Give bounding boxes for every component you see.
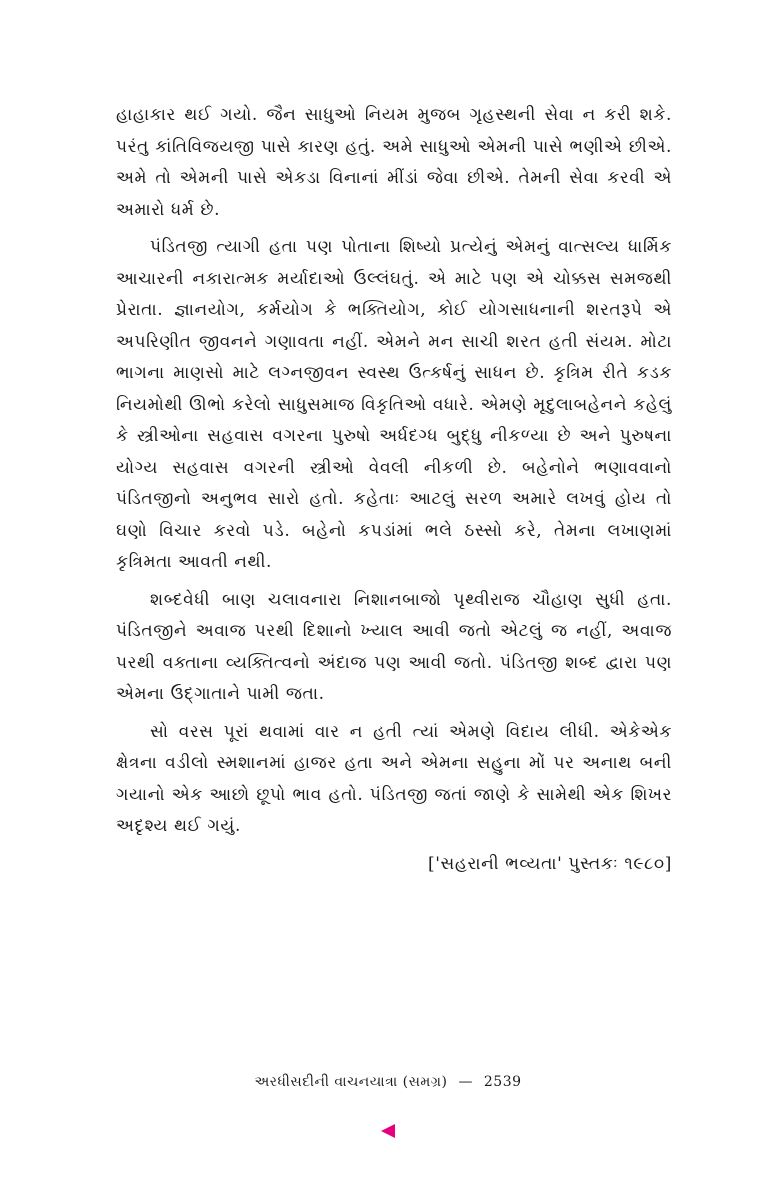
paragraph-4: સો વરસ પૂરાં થવામાં વાર ન હતી ત્યાં એમણે વિદાય લીધી. એકેએક ક્ષેત્રના વડીલો સ્મશાનમાં હાજર હતા અને એમના સહુના મોં પર અનાથ બની ગયાનો એક આછો છૂપો ભાવ હતો. પંડિતજી જતાં જાણે કે સામેથી એક શિખર અદૃશ્ય થઈ ગયું. bbox=[116, 721, 672, 836]
footer-separator: — bbox=[458, 1074, 473, 1090]
paragraph-2: પંડિતજી ત્યાગી હતા પણ પોતાના શિષ્યો પ્રત્યેનું એમનું વાત્સલ્ય ધાર્મિક આચારની નકારાત્મક મર્યાદાઓ ઉલ્લંઘતું. એ માટે પણ એ ચોક્કસ સમજથી પ્રેરાતા. જ્ઞાનયોગ, કર્મયોગ કે ભક્તિયોગ, કોઈ યોગસાધનાની શરતરૂપે એ અપરિણીત જીવનને ગણાવતા નહીં. એમને મન સાચી શરત હતી સંયમ. મોટા ભાગના માણસો માટે લગ્નજીવન સ્વસ્થ ઉત્કર્ષનું સાધન છે. કૃત્રિમ રીતે કડક નિયમોથી ઊભો કરેલો સાધુસમાજ વિકૃતિઓ વધારે. એમણે મૃદુલાબહેનને કહેલું કે સ્ત્રીઓના સહવાસ વગરના પુરુષો અર્ધદગ્ધ બુદ્ધુ નીકળ્યા છે અને પુરુષના યોગ્ય સહવાસ વગરની સ્ત્રીઓ વેવલી નીકળી છે. બહેનોને ભણાવવાનો પંડિતજીનો અનુભવ સારો હતો. કહેતાઃ આટલું સરળ અમારે લખવું હોય તો ઘણો વિચાર કરવો પડે. બહેનો કપડાંમાં ભલે ઠસ્સો કરે, તેમના લખાણમાં કૃત્રિમતા આવતી નથી. bbox=[116, 237, 672, 572]
page-number: 2539 bbox=[483, 1074, 522, 1090]
page-footer bbox=[0, 1074, 776, 1090]
paragraph-3: શબ્દવેધી બાણ ચલાવનારા નિશાનબાજો પૃથ્વીરાજ ચૌહાણ સુધી હતા. પંડિતજીને અવાજ પરથી દિશાનો ખ્યાલ આવી જતો એટલું જ નહીં, અવાજ પરથી વક્તાના વ્યક્તિત્વનો અંદાજ પણ આવી જતો. પંડિતજી શબ્દ દ્વારા પણ એમના ઉદ્ગાતાને પામી જતા. bbox=[116, 589, 672, 704]
paragraph-1: હાહાકાર થઈ ગયો. જૈન સાધુઓ નિયમ મુજબ ગૃહસ્થની સેવા ન કરી શકે. પરંતુ કાંતિવિજયજી પાસે કારણ હતું. અમે સાધુઓ એમની પાસે ભણીએ છીએ. અમે તો એમની પાસે એકડા વિનાનાં મીંડાં જેવા છીએ. તેમની સેવા કરવી એ અમારો ધર્મ છે. bbox=[116, 105, 672, 220]
article-body bbox=[116, 100, 672, 880]
source-citation: ['સહરાની ભવ્યતા' પુસ્તકઃ ૧૯૮૦] bbox=[427, 853, 672, 874]
book-title: અરધીસદીની વાચનયાત્રા (સમગ્ર) bbox=[254, 1074, 448, 1090]
triangle-left-icon[interactable] bbox=[381, 1124, 395, 1138]
